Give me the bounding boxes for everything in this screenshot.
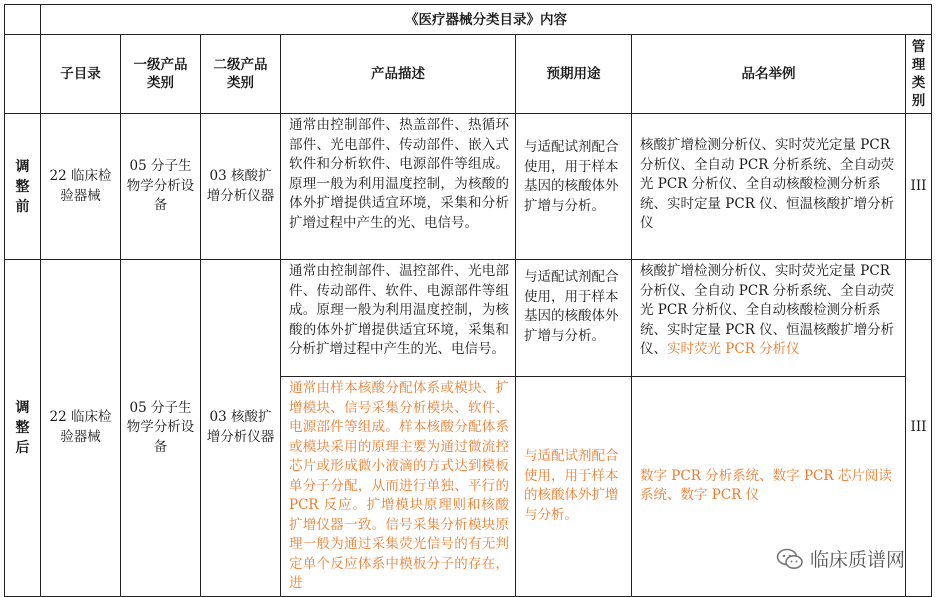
cell-sub-catalog: 22 临床检验器械	[41, 114, 121, 260]
cell-level1: 05 分子生物学分析设备	[121, 114, 201, 260]
header-intended-use: 预期用途	[516, 35, 632, 114]
table-title: 《医疗器械分类目录》内容	[41, 5, 932, 35]
cell-examples-added: 数字 PCR 分析系统、数字 PCR 芯片阅读系统、数字 PCR 仪	[632, 377, 906, 597]
cell-examples	[632, 260, 906, 377]
header-examples: 品名举例	[632, 35, 906, 114]
watermark-text: 临床质谱网	[809, 549, 905, 571]
cell-examples: 核酸扩增检测分析仪、实时荧光定量 PCR 分析仪、全自动 PCR 分析系统、全自动荧光 PCR 分析仪、全自动核酸检测分析系统、实时定量 PCR 仪、恒温核酸扩增分析仪	[632, 114, 906, 260]
catalog-table	[4, 4, 932, 597]
cell-description-added: 通常由样本核酸分配体系或模块、扩增模块、信号采集分析模块、软件、电源部件等组成。样本核酸分配体系或模块采用的原理主要为通过微流控芯片或形成微小液滴的方式达到模板单分子分配，从而进行单独、平行的 PCR 反应。扩增模块原理则和核酸扩增仪器一致。信号采集分析模块原理一般为通过采集荧光信号的有无判定单个反应体系中模板分子的存在，进	[281, 377, 516, 597]
cell-level2: 03 核酸扩增分析仪器	[201, 114, 281, 260]
corner-cell-2	[5, 35, 41, 114]
examples-text: 核酸扩增检测分析仪、实时荧光定量 PCR 分析仪、全自动 PCR 分析系统、全自动荧光 PCR 分析仪、全自动核酸检测分析系统、实时定量 PCR 仪、恒温核酸扩增分析仪、	[640, 263, 895, 357]
row-label-after: 调整后	[5, 260, 41, 597]
cell-intended-use: 与适配试剂配合使用，用于样本基因的核酸体外扩增与分析。	[516, 260, 632, 377]
watermark	[776, 545, 905, 572]
cell-management-class: III	[906, 114, 932, 260]
cell-intended-use-added: 与适配试剂配合使用，用于样本的核酸体外扩增与分析。	[516, 377, 632, 597]
table-row-before	[5, 114, 932, 260]
cell-level1: 05 分子生物学分析设备	[121, 260, 201, 597]
header-sub-catalog: 子目录	[41, 35, 121, 114]
cell-management-class: III	[906, 260, 932, 597]
header-level1: 一级产品类别	[121, 35, 201, 114]
corner-cell	[5, 5, 41, 35]
cell-description: 通常由控制部件、热盖部件、热循环部件、光电部件、传动部件、嵌入式软件和分析软件、电源部件等组成。原理一般为利用温度控制，为核酸的体外扩增提供适宜环境，采集和分析扩增过程中产生的光、电信号。	[281, 114, 516, 260]
cell-intended-use: 与适配试剂配合使用，用于样本基因的核酸体外扩增与分析。	[516, 114, 632, 260]
header-description: 产品描述	[281, 35, 516, 114]
header-management-class: 管理类别	[906, 35, 932, 114]
header-level2: 二级产品类别	[201, 35, 281, 114]
examples-added-text: 实时荧光 PCR 分析仪	[667, 341, 800, 357]
cell-sub-catalog: 22 临床检验器械	[41, 260, 121, 597]
cell-description: 通常由控制部件、温控部件、光电部件、传动部件、软件、电源部件等组成。原理一般为利用温度控制，为核酸的体外扩增提供适宜环境，采集和分析扩增过程中产生的光、电信号。	[281, 260, 516, 377]
table-row-after-1	[5, 260, 932, 377]
wechat-icon	[776, 548, 804, 570]
row-label-before: 调整前	[5, 114, 41, 260]
cell-level2: 03 核酸扩增分析仪器	[201, 260, 281, 597]
